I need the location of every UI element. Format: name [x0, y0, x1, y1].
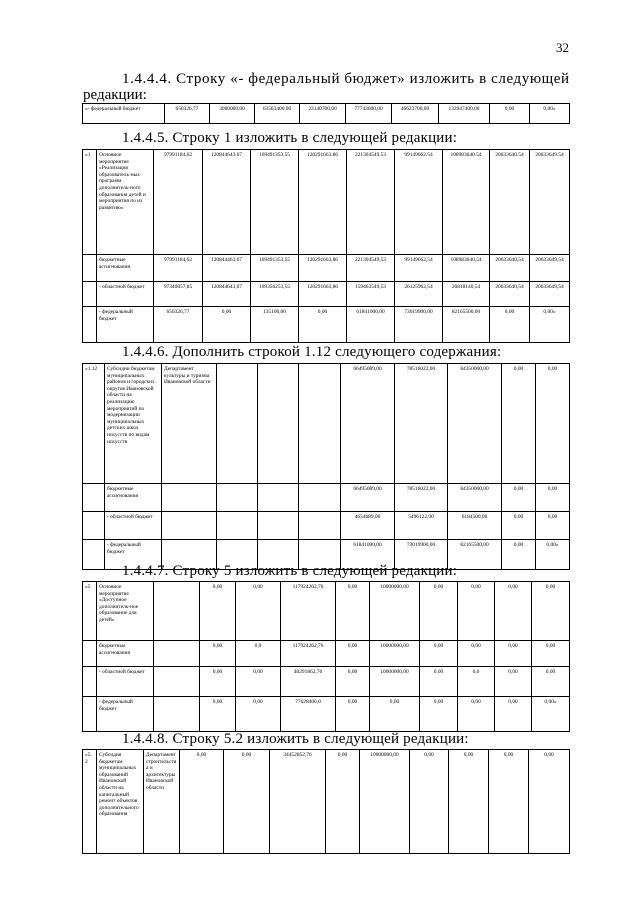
- row-label: Субсидии бюджетам муниципальных районов и городских округов Ивановской области на реализацию мероприятий по модернизации муниципальных детских школ искусств по видам искусств: [105, 364, 162, 484]
- cell: 99149662.54: [395, 150, 443, 255]
- row-number: [83, 282, 97, 307]
- cell: 169491353,55: [251, 255, 299, 282]
- cell: 0,00»: [536, 540, 570, 570]
- cell: 0,00: [326, 750, 360, 854]
- row-number: [83, 512, 105, 540]
- row-label: - федеральный бюджет: [97, 697, 154, 732]
- cell: 20633640,54: [490, 255, 530, 282]
- cell: 0,00: [236, 667, 281, 697]
- cell: 0,00: [489, 750, 529, 854]
- cell: [217, 484, 258, 512]
- cell: 0,00: [236, 582, 281, 641]
- cell: 0,00: [420, 582, 458, 641]
- cell: 26818140,54: [443, 282, 490, 307]
- table-row: [83, 582, 570, 641]
- cell: 650326,77: [165, 104, 210, 124]
- cell: 0,00: [536, 484, 570, 512]
- executor-cell: [162, 512, 217, 540]
- heading-1-4-4-4: 1.4.4.4. Строку «- федеральный бюджет» изложить в следующей: [122, 71, 570, 87]
- cell: 0,00: [502, 540, 536, 570]
- cell: 0,00»: [532, 697, 570, 732]
- cell: 0,00: [410, 750, 449, 854]
- cell: 0,00: [299, 307, 347, 343]
- row-label: Субсидия бюджетам муниципальных образований Ивановской области на капитальный ремонт объектов дополнительного образования: [97, 750, 144, 854]
- cell: 40291862,76: [281, 667, 336, 697]
- executor-cell: Департамент культуры и туризма Ивановской области: [162, 364, 217, 484]
- cell: 3000000,00: [210, 104, 255, 124]
- cell: 120291663,86: [299, 255, 347, 282]
- cell: [217, 512, 258, 540]
- table-row: [83, 484, 570, 512]
- row-number: [83, 641, 97, 667]
- table-row-1-12: [82, 363, 570, 570]
- cell: 46623700,00: [392, 104, 439, 124]
- cell: 0,00: [203, 307, 251, 343]
- cell: 0,00: [495, 582, 532, 641]
- cell: [258, 484, 299, 512]
- cell: 159463549,53: [347, 282, 395, 307]
- cell: 20633640,54: [490, 282, 530, 307]
- row-label: бюджетные ассигнования: [97, 255, 154, 282]
- cell: 0,0: [236, 641, 281, 667]
- cell: 0,00»: [530, 307, 570, 343]
- cell: 0,00: [336, 582, 370, 641]
- table-row: [83, 255, 570, 282]
- row-number: «5.2: [83, 750, 97, 854]
- heading-1-4-4-6: 1.4.4.6. Дополнить строкой 1.12 следующего содержания:: [122, 344, 502, 360]
- cell: 4654689,00: [341, 512, 395, 540]
- row-label: - областной бюджет: [105, 512, 162, 540]
- executor-cell: [154, 641, 200, 667]
- cell: 0,00: [502, 484, 536, 512]
- cell: 84350000,00: [448, 484, 502, 512]
- cell: 120844643.67: [203, 150, 251, 255]
- cell: 77743600,00: [346, 104, 392, 124]
- cell: 0,00: [532, 667, 570, 697]
- table-row-1: [82, 149, 570, 343]
- table-row: [83, 750, 570, 854]
- heading-1-4-4-7: 1.4.4.7. Строку 5 изложить в следующей редакции:: [122, 563, 458, 579]
- cell: 61841000,00: [341, 540, 395, 570]
- cell: 0,00: [458, 697, 495, 732]
- cell: 0,00: [224, 750, 270, 854]
- cell: 0,00: [236, 697, 281, 732]
- cell: 0,00: [449, 750, 489, 854]
- cell: 63563400,00: [255, 104, 300, 124]
- executor-cell: [154, 697, 200, 732]
- cell: 20633649,54: [530, 282, 570, 307]
- cell: 0,00: [336, 697, 370, 732]
- cell: [258, 364, 299, 484]
- cell: 66495689,00: [341, 364, 395, 484]
- cell: 10000000,00: [370, 667, 420, 697]
- row-number: [83, 484, 105, 512]
- cell: 78516022,00: [395, 364, 448, 484]
- cell: 0,0: [458, 667, 495, 697]
- cell: [299, 364, 341, 484]
- cell: 97340857,85: [154, 282, 203, 307]
- heading-1-4-4-4-cont: редакции:: [83, 87, 147, 103]
- cell: 0,00: [336, 667, 370, 697]
- row-number: [83, 667, 97, 697]
- cell: 99149662,54: [395, 255, 443, 282]
- cell: 78516022,00: [395, 484, 448, 512]
- row-label: «- федеральный бюджет: [83, 104, 165, 124]
- cell: 0,00: [200, 641, 236, 667]
- row-label: бюджетные ассигнования: [105, 484, 162, 512]
- cell: 10000000,00: [370, 641, 420, 667]
- row-label: Основное мероприятие «Доступное дополнитель-ное образование для детей»: [97, 582, 154, 641]
- cell: [217, 364, 258, 484]
- table-row: [83, 512, 570, 540]
- executor-cell: Департамент строительства и архитектуры Ивановской области: [144, 750, 180, 854]
- row-number: [83, 697, 97, 732]
- cell: 0,00»: [530, 104, 570, 124]
- cell: 0,00: [370, 697, 420, 732]
- cell: 82165500,00: [443, 307, 490, 343]
- cell: 650326,77: [154, 307, 203, 343]
- cell: 82165500,00: [448, 540, 502, 570]
- cell: 117924262,76: [281, 582, 336, 641]
- cell: 97991184,62: [154, 255, 203, 282]
- cell: [258, 512, 299, 540]
- cell: 20633649.54: [530, 150, 570, 255]
- table-row-5-2: [82, 749, 570, 854]
- cell: 221304549,53: [347, 255, 395, 282]
- row-number: «5: [83, 582, 97, 641]
- executor-cell: [162, 484, 217, 512]
- cell: 0,00: [180, 750, 224, 854]
- cell: 84350000,00: [448, 364, 502, 484]
- table-row: [83, 307, 570, 343]
- row-label: - федеральный бюджет: [105, 540, 162, 570]
- executor-cell: [154, 667, 200, 697]
- table-row: [83, 364, 570, 484]
- row-number: [83, 255, 97, 282]
- cell: 0,00: [200, 582, 236, 641]
- row-label: - федеральный бюджет: [97, 307, 154, 343]
- cell: 0,00: [490, 307, 530, 343]
- cell: 120844643,67: [203, 282, 251, 307]
- cell: 66495689,00: [341, 484, 395, 512]
- cell: 0,00: [336, 641, 370, 667]
- cell: 0,00: [420, 641, 458, 667]
- cell: 0,00: [420, 667, 458, 697]
- cell: 0,00: [495, 667, 532, 697]
- table-row: [83, 697, 570, 732]
- cell: 77628400,0: [281, 697, 336, 732]
- table-row: [83, 150, 570, 255]
- cell: 0,00: [502, 512, 536, 540]
- row-label: - областной бюджет: [97, 282, 154, 307]
- row-number: «1.12: [83, 364, 105, 484]
- table-row: [83, 641, 570, 667]
- heading-1-4-4-8: 1.4.4.8. Строку 5.2 изложить в следующей редакции:: [122, 731, 469, 747]
- cell: 135100,00: [251, 307, 299, 343]
- table-row-5: [82, 581, 570, 732]
- cell: 20633640.54: [490, 150, 530, 255]
- cell: 73019900,00: [395, 540, 448, 570]
- cell: 0,00: [529, 750, 570, 854]
- table-row: [83, 104, 570, 124]
- row-label: бюджетные ассигнования: [97, 641, 154, 667]
- cell: 117924262,76: [281, 641, 336, 667]
- cell: 34452852,76: [270, 750, 326, 854]
- executor-cell: [154, 582, 200, 641]
- cell: 97991184.62: [154, 150, 203, 255]
- row-label: Основное мероприятие «Реализация образователь-ных программ дополнитель-ного образования детей и мероприятия по их развитию»: [97, 150, 154, 255]
- cell: 0,00: [532, 582, 570, 641]
- cell: 5496122,00: [395, 512, 448, 540]
- cell: 169491353.55: [251, 150, 299, 255]
- cell: 120291663,86: [299, 282, 347, 307]
- cell: 221304549.53: [347, 150, 395, 255]
- cell: 20633649,54: [530, 255, 570, 282]
- cell: 0,00: [495, 697, 532, 732]
- cell: 0,00: [502, 364, 536, 484]
- cell: [299, 512, 341, 540]
- cell: [299, 484, 341, 512]
- cell: 23140700,00: [300, 104, 346, 124]
- cell: 133947400,00: [439, 104, 490, 124]
- cell: 0,00: [200, 667, 236, 697]
- cell: 0,00: [536, 512, 570, 540]
- cell: 0,00: [200, 697, 236, 732]
- page-number: 32: [556, 40, 569, 55]
- cell: 0,00: [495, 641, 532, 667]
- cell: 108983640,54: [443, 255, 490, 282]
- table-federal-budget: [82, 103, 570, 124]
- row-number: [83, 307, 97, 343]
- heading-1-4-4-5: 1.4.4.5. Строку 1 изложить в следующей редакции:: [122, 130, 458, 146]
- cell: 10000000,00: [370, 582, 420, 641]
- row-label: - областной бюджет: [97, 667, 154, 697]
- cell: 108983640.54: [443, 150, 490, 255]
- cell: 73019900,00: [395, 307, 443, 343]
- cell: 120844463,67: [203, 255, 251, 282]
- cell: 0,00: [536, 364, 570, 484]
- cell: 0,00: [490, 104, 530, 124]
- cell: 26125962,54: [395, 282, 443, 307]
- cell: 6184500,00: [448, 512, 502, 540]
- cell: 120291663.86: [299, 150, 347, 255]
- cell: 0,00: [420, 697, 458, 732]
- row-number: [83, 540, 105, 570]
- table-row: [83, 667, 570, 697]
- cell: 61841000,00: [347, 307, 395, 343]
- cell: 10000000,00: [360, 750, 410, 854]
- cell: 0,00: [532, 641, 570, 667]
- table-row: [83, 282, 570, 307]
- cell: 0,00: [458, 582, 495, 641]
- row-number: «1: [83, 150, 97, 255]
- cell: 0,00: [458, 641, 495, 667]
- cell: 169356253,55: [251, 282, 299, 307]
